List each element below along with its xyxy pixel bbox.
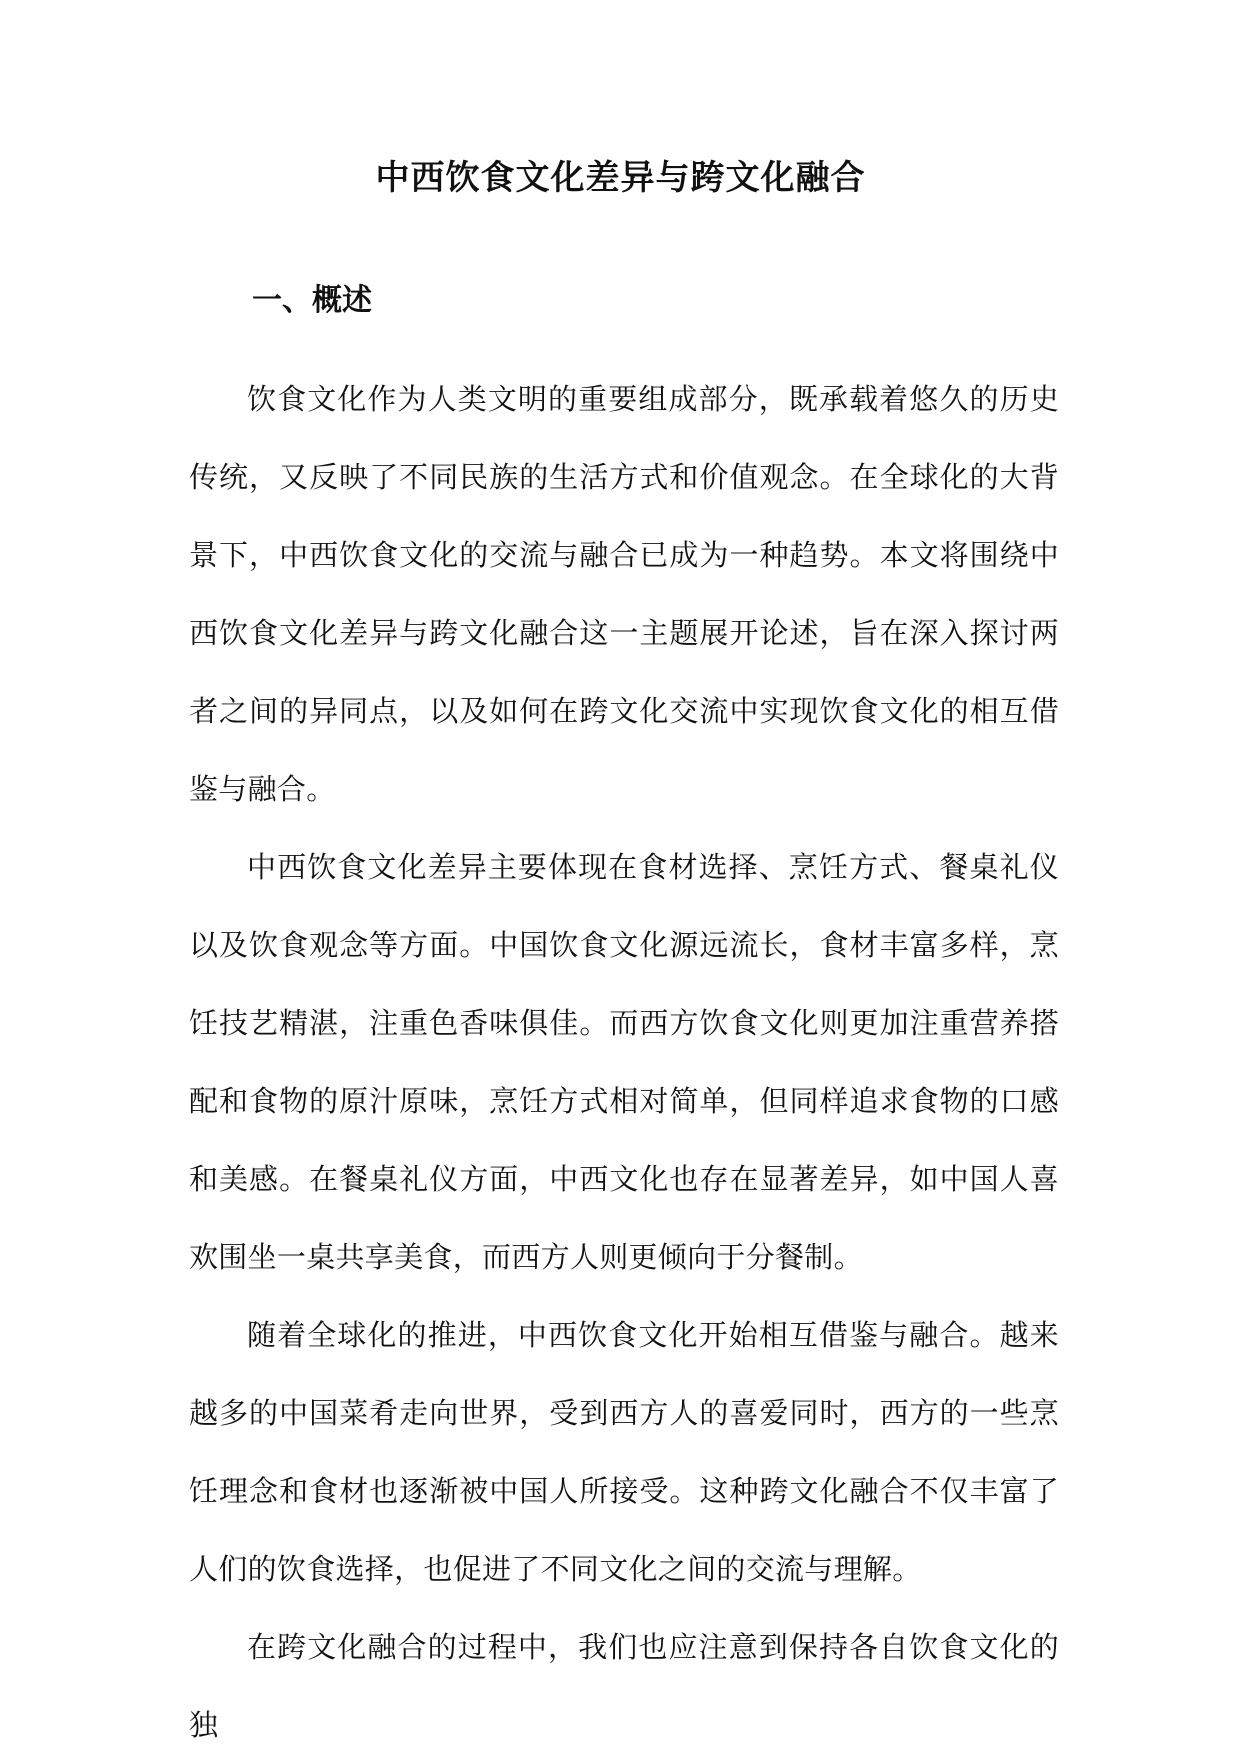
- document-title: 中西饮食文化差异与跨文化融合: [375, 158, 866, 198]
- paragraph: 在跨文化融合的过程中，我们也应注意到保持各自饮食文化的独: [189, 1630, 1059, 1742]
- body-text: [189, 360, 1059, 1764]
- paragraph: 饮食文化作为人类文明的重要组成部分，既承载着悠久的历史传统，又反映了不同民族的生活方式和价值观念。在全球化的大背景下，中西饮食文化的交流与融合已成为一种趋势。本文将围绕中西饮食文化差异与跨文化融合这一主题展开论述，旨在深入探讨两者之间的异同点，以及如何在跨文化交流中实现饮食文化的相互借鉴与融合。: [189, 382, 1059, 806]
- paragraph: 中西饮食文化差异主要体现在食材选择、烹饪方式、餐桌礼仪以及饮食观念等方面。中国饮食文化源远流长，食材丰富多样，烹饪技艺精湛，注重色香味俱佳。而西方饮食文化则更加注重营养搭配和食物的原汁原味，烹饪方式相对简单，但同样追求食物的口感和美感。在餐桌礼仪方面，中西文化也存在显著差异，如中国人喜欢围坐一桌共享美食，而西方人则更倾向于分餐制。: [189, 850, 1059, 1274]
- section-heading: 一、概述: [252, 283, 372, 318]
- paragraph: 随着全球化的推进，中西饮食文化开始相互借鉴与融合。越来越多的中国菜肴走向世界，受到西方人的喜爱同时，西方的一些烹饪理念和食材也逐渐被中国人所接受。这种跨文化融合不仅丰富了人们的饮食选择，也促进了不同文化之间的交流与理解。: [189, 1318, 1059, 1586]
